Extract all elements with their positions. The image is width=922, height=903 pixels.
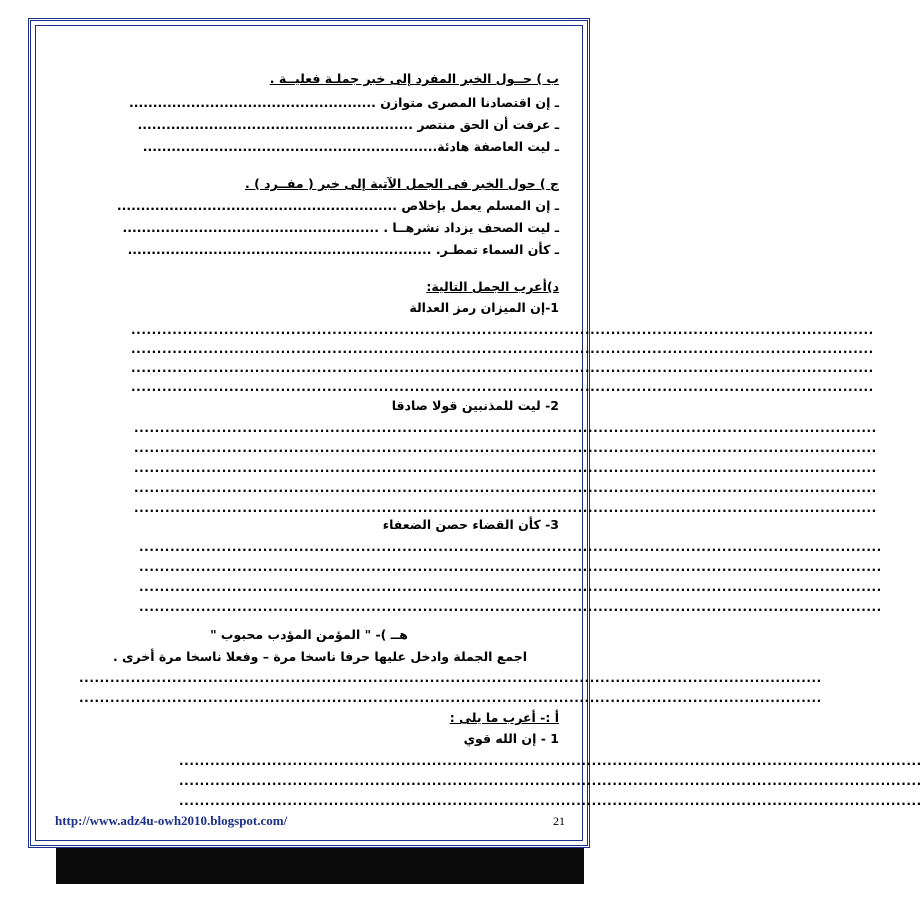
section-b-item-2: ـ عرفت أن الحق منتصر .......................................................... bbox=[137, 117, 559, 132]
answer-line: ................................................................................................................................................ bbox=[179, 774, 922, 788]
section-d-question-2: 2- ليت للمذنبين قولا صادقا bbox=[391, 398, 559, 413]
answer-line: ................................................................................................................................................ bbox=[131, 361, 874, 375]
answer-line: ................................................................................................................................................ bbox=[179, 794, 922, 808]
section-h-title: هــ )- " المؤمن المؤدب محبوب " bbox=[210, 627, 408, 642]
answer-line: ................................................................................................................................................ bbox=[79, 691, 822, 705]
section-a-title: أ :- أعرب ما يلى : bbox=[449, 710, 559, 725]
section-c-title: ج ) حول الخبر فى الجمل الآتية إلى خبر ( مفــرد ) . bbox=[245, 176, 559, 191]
answer-line: ................................................................................................................................................ bbox=[79, 671, 822, 685]
answer-line: ................................................................................................................................................ bbox=[134, 501, 877, 515]
answer-line: ................................................................................................................................................ bbox=[139, 540, 882, 554]
answer-line: ................................................................................................................................................ bbox=[131, 342, 874, 356]
answer-line: ................................................................................................................................................ bbox=[134, 421, 877, 435]
section-b-item-3: ـ ليت العاصفة هادئة.............................................................. bbox=[142, 139, 559, 154]
section-c-item-1: ـ إن المسلم يعمل بإخلاص ........................................................... bbox=[116, 198, 559, 213]
section-b-item-1: ـ إن اقتصادنا المصرى متوازن .................................................... bbox=[128, 95, 559, 110]
section-c-item-2: ـ ليت الصحف يزداد نشرهــا . ...................................................... bbox=[122, 220, 559, 235]
answer-line: ................................................................................................................................................ bbox=[134, 461, 877, 475]
answer-line: ................................................................................................................................................ bbox=[139, 560, 882, 574]
section-d-title: د)أعرب الجمل التالية: bbox=[426, 279, 559, 294]
section-a-question-1: 1 - إن الله قوي bbox=[463, 731, 559, 746]
section-c-item-3: ـ كأن السماء تمطـر. ................................................................ bbox=[127, 242, 559, 257]
answer-line: ................................................................................................................................................ bbox=[134, 441, 877, 455]
answer-line: ................................................................................................................................................ bbox=[139, 580, 882, 594]
page-number: 21 bbox=[553, 814, 565, 828]
section-h-instruction: اجمع الجملة وادخل عليها حرفا ناسخا مرة – وفعلا ناسخا مرة أخرى . bbox=[112, 649, 527, 664]
answer-line: ................................................................................................................................................ bbox=[131, 380, 874, 394]
answer-line: ................................................................................................................................................ bbox=[139, 600, 882, 614]
footer-url-link[interactable]: http://www.adz4u-owh2010.blogspot.com/ bbox=[55, 813, 288, 828]
answer-line: ................................................................................................................................................ bbox=[131, 323, 874, 337]
worksheet-page bbox=[28, 18, 922, 848]
answer-line: ................................................................................................................................................ bbox=[134, 481, 877, 495]
section-d-question-1: 1-إن الميزان رمز العدالة bbox=[409, 300, 559, 315]
section-b-title: ب ) حــول الخبر المفرد إلى خبر جملـة فعليــة . bbox=[269, 71, 559, 86]
section-d-question-3: 3- كأن القضاء حصن الضعفاء bbox=[382, 517, 559, 532]
answer-line: ................................................................................................................................................ bbox=[179, 754, 922, 768]
